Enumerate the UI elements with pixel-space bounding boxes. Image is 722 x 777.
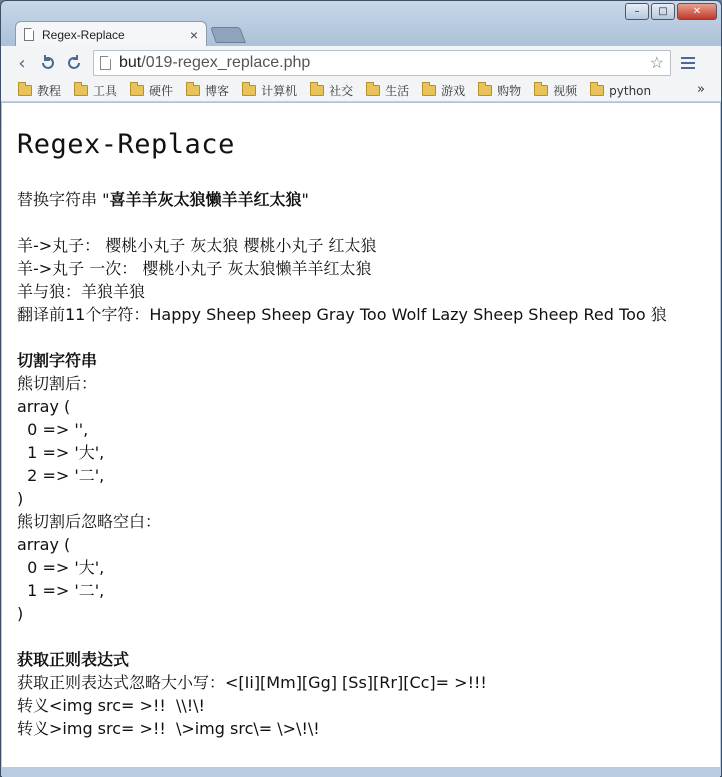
split-line: 0 => '', — [17, 420, 89, 439]
page-content — [2, 103, 720, 767]
bookmark-star-icon[interactable]: ☆ — [649, 55, 664, 72]
minimize-button[interactable]: – — [625, 3, 649, 20]
page-icon — [24, 28, 34, 41]
folder-icon — [186, 85, 200, 96]
window-bottom-frame — [2, 767, 720, 777]
folder-icon — [366, 85, 380, 96]
bookmark-folder[interactable]: 博客 — [186, 82, 229, 99]
bookmark-folder[interactable]: 视频 — [534, 82, 577, 99]
bookmark-folder[interactable]: 游戏 — [422, 82, 465, 99]
bookmark-folder[interactable]: 教程 — [18, 82, 61, 99]
bookmark-folder[interactable]: 计算机 — [242, 82, 297, 99]
split-line: ) — [17, 604, 24, 623]
folder-icon — [242, 85, 256, 96]
split-line: 2 => '二', — [17, 466, 105, 485]
more-bookmarks-icon[interactable]: » — [697, 82, 705, 97]
split-line: 熊切割后忽略空白： — [17, 512, 162, 531]
replace-label-line: 替换字符串 "喜羊羊灰太狼懒羊羊红太狼" — [17, 190, 309, 209]
new-tab-button[interactable] — [210, 27, 246, 43]
split-line: ) — [17, 489, 24, 508]
folder-icon — [478, 85, 492, 96]
url-path: /019-regex_replace.php — [141, 54, 311, 71]
page-title: Regex-Replace — [17, 129, 235, 160]
folder-icon — [422, 85, 436, 96]
split-line: array ( — [17, 397, 71, 416]
maximize-button[interactable]: □ — [651, 3, 675, 20]
back-icon[interactable]: ‹ — [18, 52, 26, 74]
window-controls — [625, 3, 717, 20]
bookmarks-bar — [1, 80, 721, 102]
split-line: array ( — [17, 535, 71, 554]
bookmark-folder[interactable]: 购物 — [478, 82, 521, 99]
split-line: 1 => '大', — [17, 443, 105, 462]
quote-heading: 获取正则表达式 — [17, 650, 130, 669]
folder-icon — [310, 85, 324, 96]
quote-line: 转义<img src= >!! \\!\! — [17, 696, 205, 715]
quote-line: 转义>img src= >!! \>img src\= \>\!\! — [17, 719, 320, 738]
split-line: 0 => '大', — [17, 558, 105, 577]
title-bar — [1, 1, 721, 45]
replace-string: 喜羊羊灰太狼懒羊羊红太狼 — [109, 190, 302, 209]
folder-icon — [590, 85, 604, 96]
replace-result: 羊->丸子： 樱桃小丸子 灰太狼 樱桃小丸子 红太狼 — [17, 236, 377, 255]
address-bar[interactable] — [93, 50, 671, 76]
replace-result: 羊与狼：羊狼羊狼 — [17, 282, 146, 301]
document-icon — [100, 56, 111, 70]
split-line: 熊切割后： — [17, 374, 98, 393]
browser-tab[interactable] — [15, 21, 207, 47]
replace-result: 羊->丸子 一次： 樱桃小丸子 灰太狼懒羊羊红太狼 — [17, 259, 372, 278]
replace-result: 翻译前11个字符：Happy Sheep Sheep Gray Too Wolf Lazy Sheep Sheep Red Too 狼 — [17, 305, 667, 324]
quote-line: 获取正则表达式忽略大小写：<[Ii][Mm][Gg] [Ss][Rr][Cc]= >!!! — [17, 673, 487, 692]
reload-icon[interactable] — [61, 50, 87, 76]
folder-icon — [74, 85, 88, 96]
tab-close-icon[interactable]: × — [189, 26, 198, 43]
bookmark-folder[interactable]: 生活 — [366, 82, 409, 99]
bookmark-folder[interactable]: 硬件 — [130, 82, 173, 99]
folder-icon — [534, 85, 548, 96]
forward-icon[interactable] — [35, 50, 61, 76]
tab-title: Regex-Replace — [42, 27, 125, 42]
folder-icon — [130, 85, 144, 96]
close-window-button[interactable]: ✕ — [677, 3, 717, 20]
toolbar — [1, 46, 721, 80]
bookmark-folder[interactable]: 工具 — [74, 82, 117, 99]
url-host: but — [119, 54, 142, 71]
split-heading: 切割字符串 — [17, 351, 98, 370]
bookmark-folder[interactable]: 社交 — [310, 82, 353, 99]
split-line: 1 => '二', — [17, 581, 105, 600]
menu-icon[interactable] — [681, 57, 695, 69]
bookmark-folder[interactable]: python — [590, 84, 651, 98]
folder-icon — [18, 85, 32, 96]
